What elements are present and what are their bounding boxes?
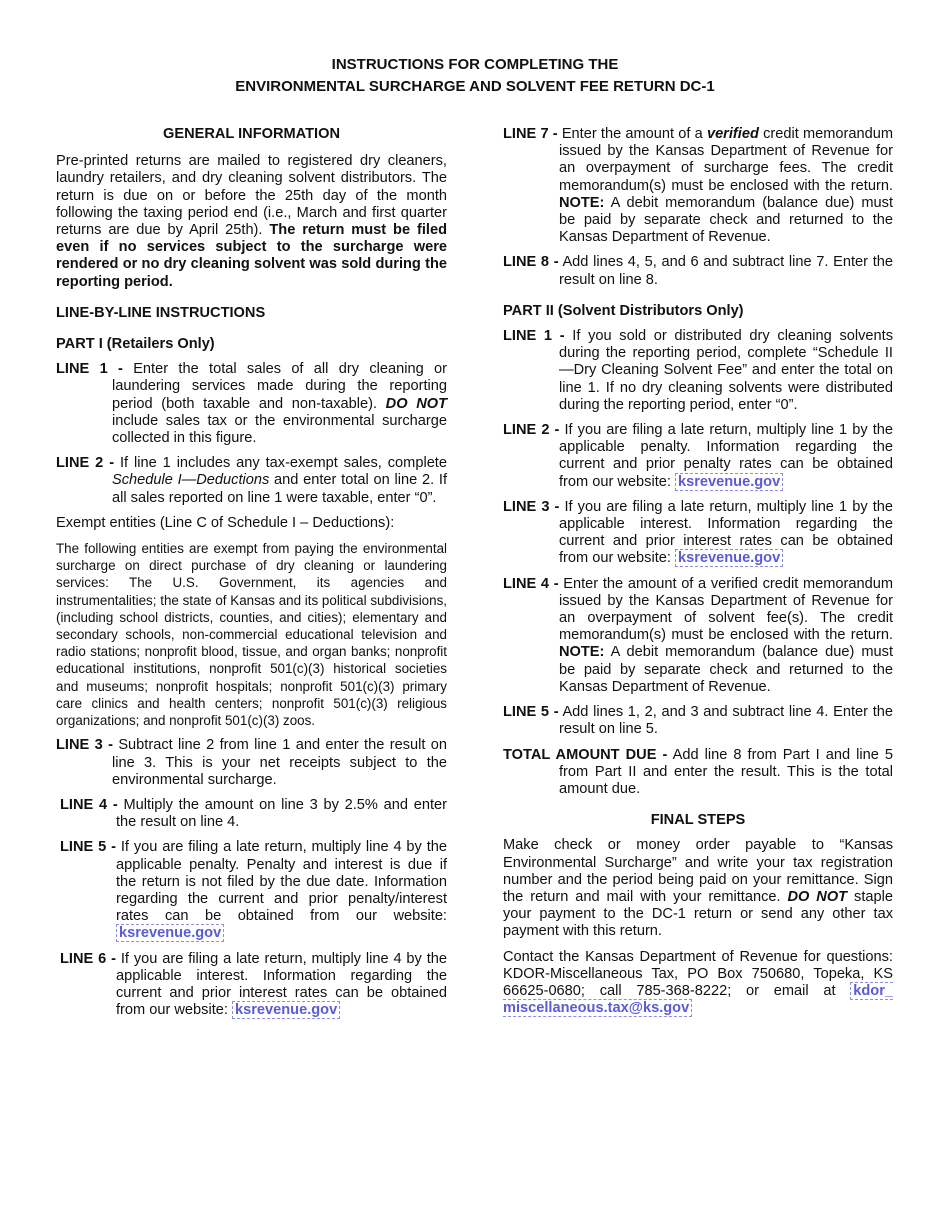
part1-line-4: LINE 4 - Multiply the amount on line 3 by 2.5% and enter the result on line 4. [60, 796, 447, 831]
email-link[interactable]: kdor_ miscellaneous.tax@ks.gov [503, 982, 894, 1017]
part1-line-6: LINE 6 - If you are filing a late return, multiply line 4 by the applicable interest. Information regarding the current and prior interest rates can be obtained from our website: ksrevenue.gov [60, 950, 448, 1019]
part1-line-8: LINE 8 - Add lines 4, 5, and 6 and subtract line 7. Enter the result on line 8. [503, 254, 893, 288]
part2-line-1: LINE 1 - If you sold or distributed dry cleaning solvents during the reporting period, complete “Schedule II—Dry Cleaning Solvent Fee” and enter the total on line 1. If no dry cleaning solvents were distributed during the reporting period, enter “0”. [503, 328, 893, 413]
left-column [56, 126, 447, 1027]
exempt-entities-heading: Exempt entities (Line C of Schedule I – Deductions): [56, 514, 395, 531]
total-amount-due: TOTAL AMOUNT DUE - Add line 8 from Part I and line 5 from Part II and enter the result. This is the total amount due. [503, 746, 894, 797]
title-line-1: INSTRUCTIONS FOR COMPLETING THE [331, 56, 619, 73]
final-steps-text: Make check or money order payable to “Kansas Environmental Surcharge” and write your tax registration number and the period being paid on your remittance. Sign the return and mail with your remittance. DO NOT staple your payment to the DC-1 return or send any other tax payment with this return. [503, 837, 893, 940]
exempt-entities-text: The following entities are exempt from paying the environmental surcharge on direct purchase of dry cleaning or laundering services: The U.S. Government, its agencies and instrumentalities; the state of Kansas and its political subdivisions, (including school districts, counties, and cities); elementary and secondary schools, non-commercial educational television and radio stations; nonprofit blood, tissue, and organ banks; nonprofit educational institutions, nonprofit 501(c)(3) historical societies and museums; nonprofit hospitals; nonprofit 501(c)(3) primary care clinics and health centers; nonprofit 501(c)(3) religious organizations; and nonprofit 501(c)(3) zoos. [56, 541, 447, 729]
part2-line-4: LINE 4 - Enter the amount of a verified credit memorandum issued by the Kansas Department of Revenue for an overpayment of solvent fee(s). The credit memorandum(s) must be enclosed with the return. NOTE: A debit memorandum (balance due) must be paid by separate check and returned to the Kansas Department of Revenue. [503, 575, 893, 695]
final-steps-heading: FINAL STEPS [650, 812, 746, 829]
part-2-heading: PART II (Solvent Distributors Only) [503, 302, 744, 319]
part1-line-5: LINE 5 - If you are filing a late return, multiply line 4 by the applicable penalty. Penalty and interest is due if the return is not filed by the due date. Information regarding the current and prior penalty/interest rates can be obtained from our website: ksrevenue.gov [60, 839, 448, 942]
part1-line-3: LINE 3 - Subtract line 2 from line 1 and enter the result on line 3. This is your net receipts subject to the environmental surcharge. [56, 737, 447, 788]
ksrevenue-link[interactable]: ksrevenue.gov [675, 549, 783, 567]
ksrevenue-link[interactable]: ksrevenue.gov [232, 1001, 340, 1019]
general-information-bold: The return must be filed even if no services subject to the surcharge were rendered or no dry cleaning solvent was sold during the reporting period. [56, 222, 447, 290]
part1-line-2: LINE 2 - If line 1 includes any tax-exempt sales, complete Schedule I—Deductions and enter total on line 2. If all sales reported on line 1 were taxable, enter “0”. [56, 455, 447, 506]
general-information-heading: GENERAL INFORMATION [162, 126, 340, 142]
title-line-2: ENVIRONMENTAL SURCHARGE AND SOLVENT FEE RETURN DC-1 [235, 78, 715, 95]
part-1-heading: PART I (Retailers Only) [56, 336, 215, 353]
contact-text: Contact the Kansas Department of Revenue for questions: KDOR-Miscellaneous Tax, PO Box 750680, Topeka, KS 66625-0680; call 785-368-8222; or email at kdor_ miscellaneous.tax@ks.gov [503, 948, 894, 1017]
line-by-line-heading: LINE-BY-LINE INSTRUCTIONS [56, 304, 266, 321]
right-column [503, 126, 893, 1031]
part2-line-2: LINE 2 - If you are filing a late return, multiply line 1 by the applicable penalty. Information regarding the current and prior penalty rates can be obtained from our website: ksrevenue.gov [503, 422, 893, 490]
ksrevenue-link[interactable]: ksrevenue.gov [675, 473, 783, 491]
general-information-text: Pre-printed returns are mailed to registered dry cleaners, laundry retailers, and dry cleaning solvent distributors. The return is due on or before the 25th day of the month following the taxing period end (i.e., March and first quarter returns are due by April 25th). The return must be filed even if no services subject to the surcharge were rendered or no dry cleaning solvent was sold during the reporting period. [56, 153, 447, 290]
part1-line-7: LINE 7 - Enter the amount of a verified credit memorandum issued by the Kansas Department of Revenue for an overpayment of surcharge fees. The credit memorandum(s) must be enclosed with the return. NOTE: A debit memorandum (balance due) must be paid by separate check and returned to the Kansas Department of Revenue. [503, 126, 893, 246]
document-title [0, 54, 950, 98]
ksrevenue-link[interactable]: ksrevenue.gov [116, 924, 224, 942]
part1-line-1: LINE 1 - Enter the total sales of all dry cleaning or laundering services made during the reporting period (both taxable and non-taxable). DO NOT include sales tax or the environmental surcharge collected in this figure. [56, 361, 447, 447]
part2-line-3: LINE 3 - If you are filing a late return, multiply line 1 by the applicable interest. Information regarding the current and prior interest rates can be obtained from our website: ksrevenue.gov [503, 498, 893, 567]
part2-line-5: LINE 5 - Add lines 1, 2, and 3 and subtract line 4. Enter the result on line 5. [503, 704, 893, 738]
